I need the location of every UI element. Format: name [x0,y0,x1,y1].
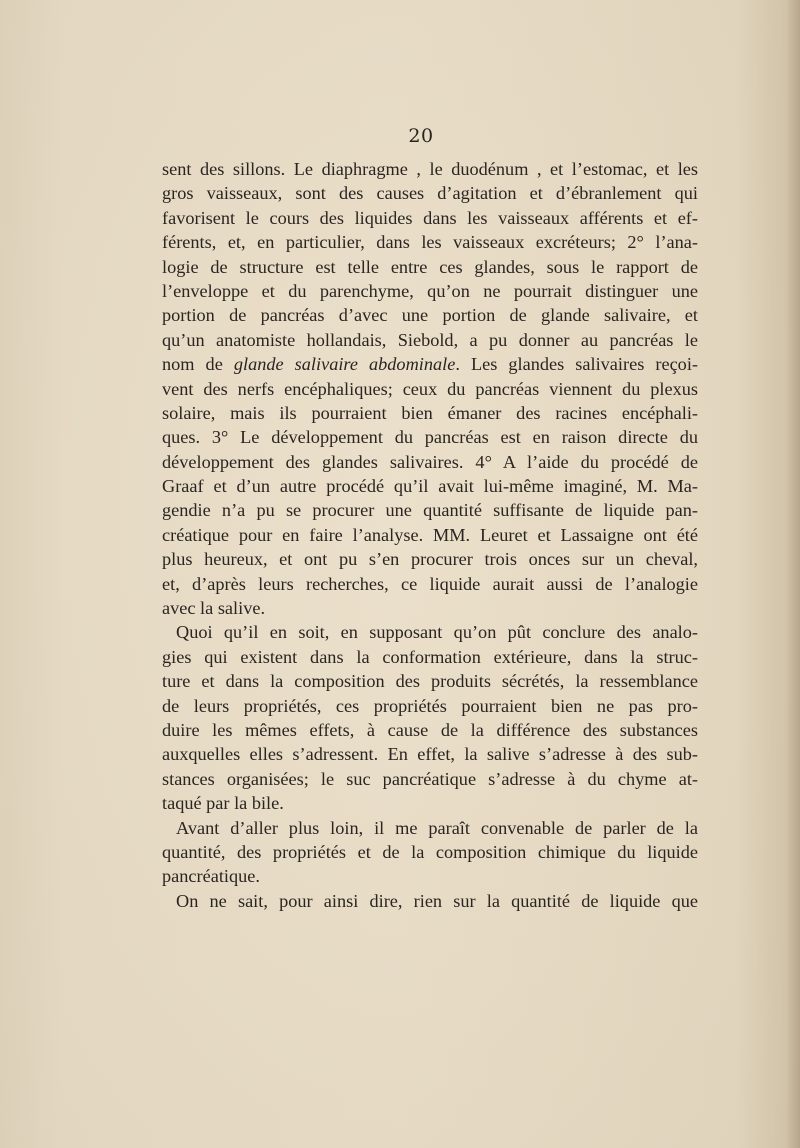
text-line: ture et dans la composition des produits sécrétés, la ressemblance [162,671,698,692]
text-line: Avant d’aller plus loin, il me paraît convenable de parler de la [176,817,698,838]
text-line: créatique pour en faire l’analyse. MM. Leuret et Lassaigne ont été [162,524,698,545]
text-line: favorisent le cours des liquides dans les vaisseaux afférents et ef- [162,207,698,228]
text-line: vent des nerfs encéphaliques; ceux du pancréas viennent du plexus [162,378,698,399]
text-line: l’enveloppe et du parenchyme, qu’on ne pourrait distinguer une [162,280,698,301]
text-run: . Les glandes salivaires reçoi- [455,354,698,375]
text-run: nom de [162,354,234,375]
text-line: stances organisées; le suc pancréatique s’adresse à du chyme at- [162,768,698,789]
text-line: développement des glandes salivaires. 4° A l’aide du procédé de [162,451,698,472]
text-line: taqué par la bile. [162,793,284,814]
text-line: sent des sillons. Le diaphragme , le duodénum , et l’estomac, et les [162,159,698,179]
text-line: quantité, des propriétés et de la composition chimique du liquide [162,841,698,862]
text-line: auxquelles elles s’adressent. En effet, la salive s’adresse à des sub- [162,744,698,765]
text-line: plus heureux, et ont pu s’en procurer trois onces sur un cheval, [162,549,698,570]
text-line: et, d’après leurs recherches, ce liquide aurait aussi de l’analogie [162,573,698,594]
text-line: avec la salive. [162,598,266,619]
text-line: gies qui existent dans la conformation extérieure, dans la struc- [162,646,698,667]
text-line: qu’un anatomiste hollandais, Siebold, a pu donner au pancréas le [162,329,698,350]
text-line: ques. 3° Le développement du pancréas est en raison directe du [162,427,698,448]
page-number: 20 [408,125,434,147]
text-line: gendie n’a pu se procurer une quantité suffisante de liquide pan- [162,500,698,521]
text-line: Quoi qu’il en soit, en supposant qu’on pût conclure des analo- [176,622,698,643]
page-edge-shadow [786,0,800,1148]
italic-term: glande salivaire abdominale [233,354,456,375]
text-line: logie de structure est telle entre ces glandes, sous le rapport de [162,256,698,277]
text-line: solaire, mais ils pourraient bien émaner des racines encéphali- [162,402,698,423]
text-line: de leurs propriétés, ces propriétés pourraient bien ne pas pro- [162,695,698,716]
text-line: Graaf et d’un autre procédé qu’il avait lui-même imaginé, M. Ma- [162,476,698,497]
text-line [162,352,698,376]
text-line: duire les mêmes effets, à cause de la différence des substances [162,719,698,740]
body-text [162,157,698,913]
text-line: gros vaisseaux, sont des causes d’agitation et d’ébranlement qui [162,183,698,204]
text-line: férents, et, en particulier, dans les vaisseaux excréteurs; 2° l’ana- [162,232,698,253]
text-line: pancréatique. [162,866,260,887]
text-line: portion de pancréas d’avec une portion de glande salivaire, et [162,305,698,326]
text-line: On ne sait, pour ainsi dire, rien sur la quantité de liquide que [176,890,698,911]
